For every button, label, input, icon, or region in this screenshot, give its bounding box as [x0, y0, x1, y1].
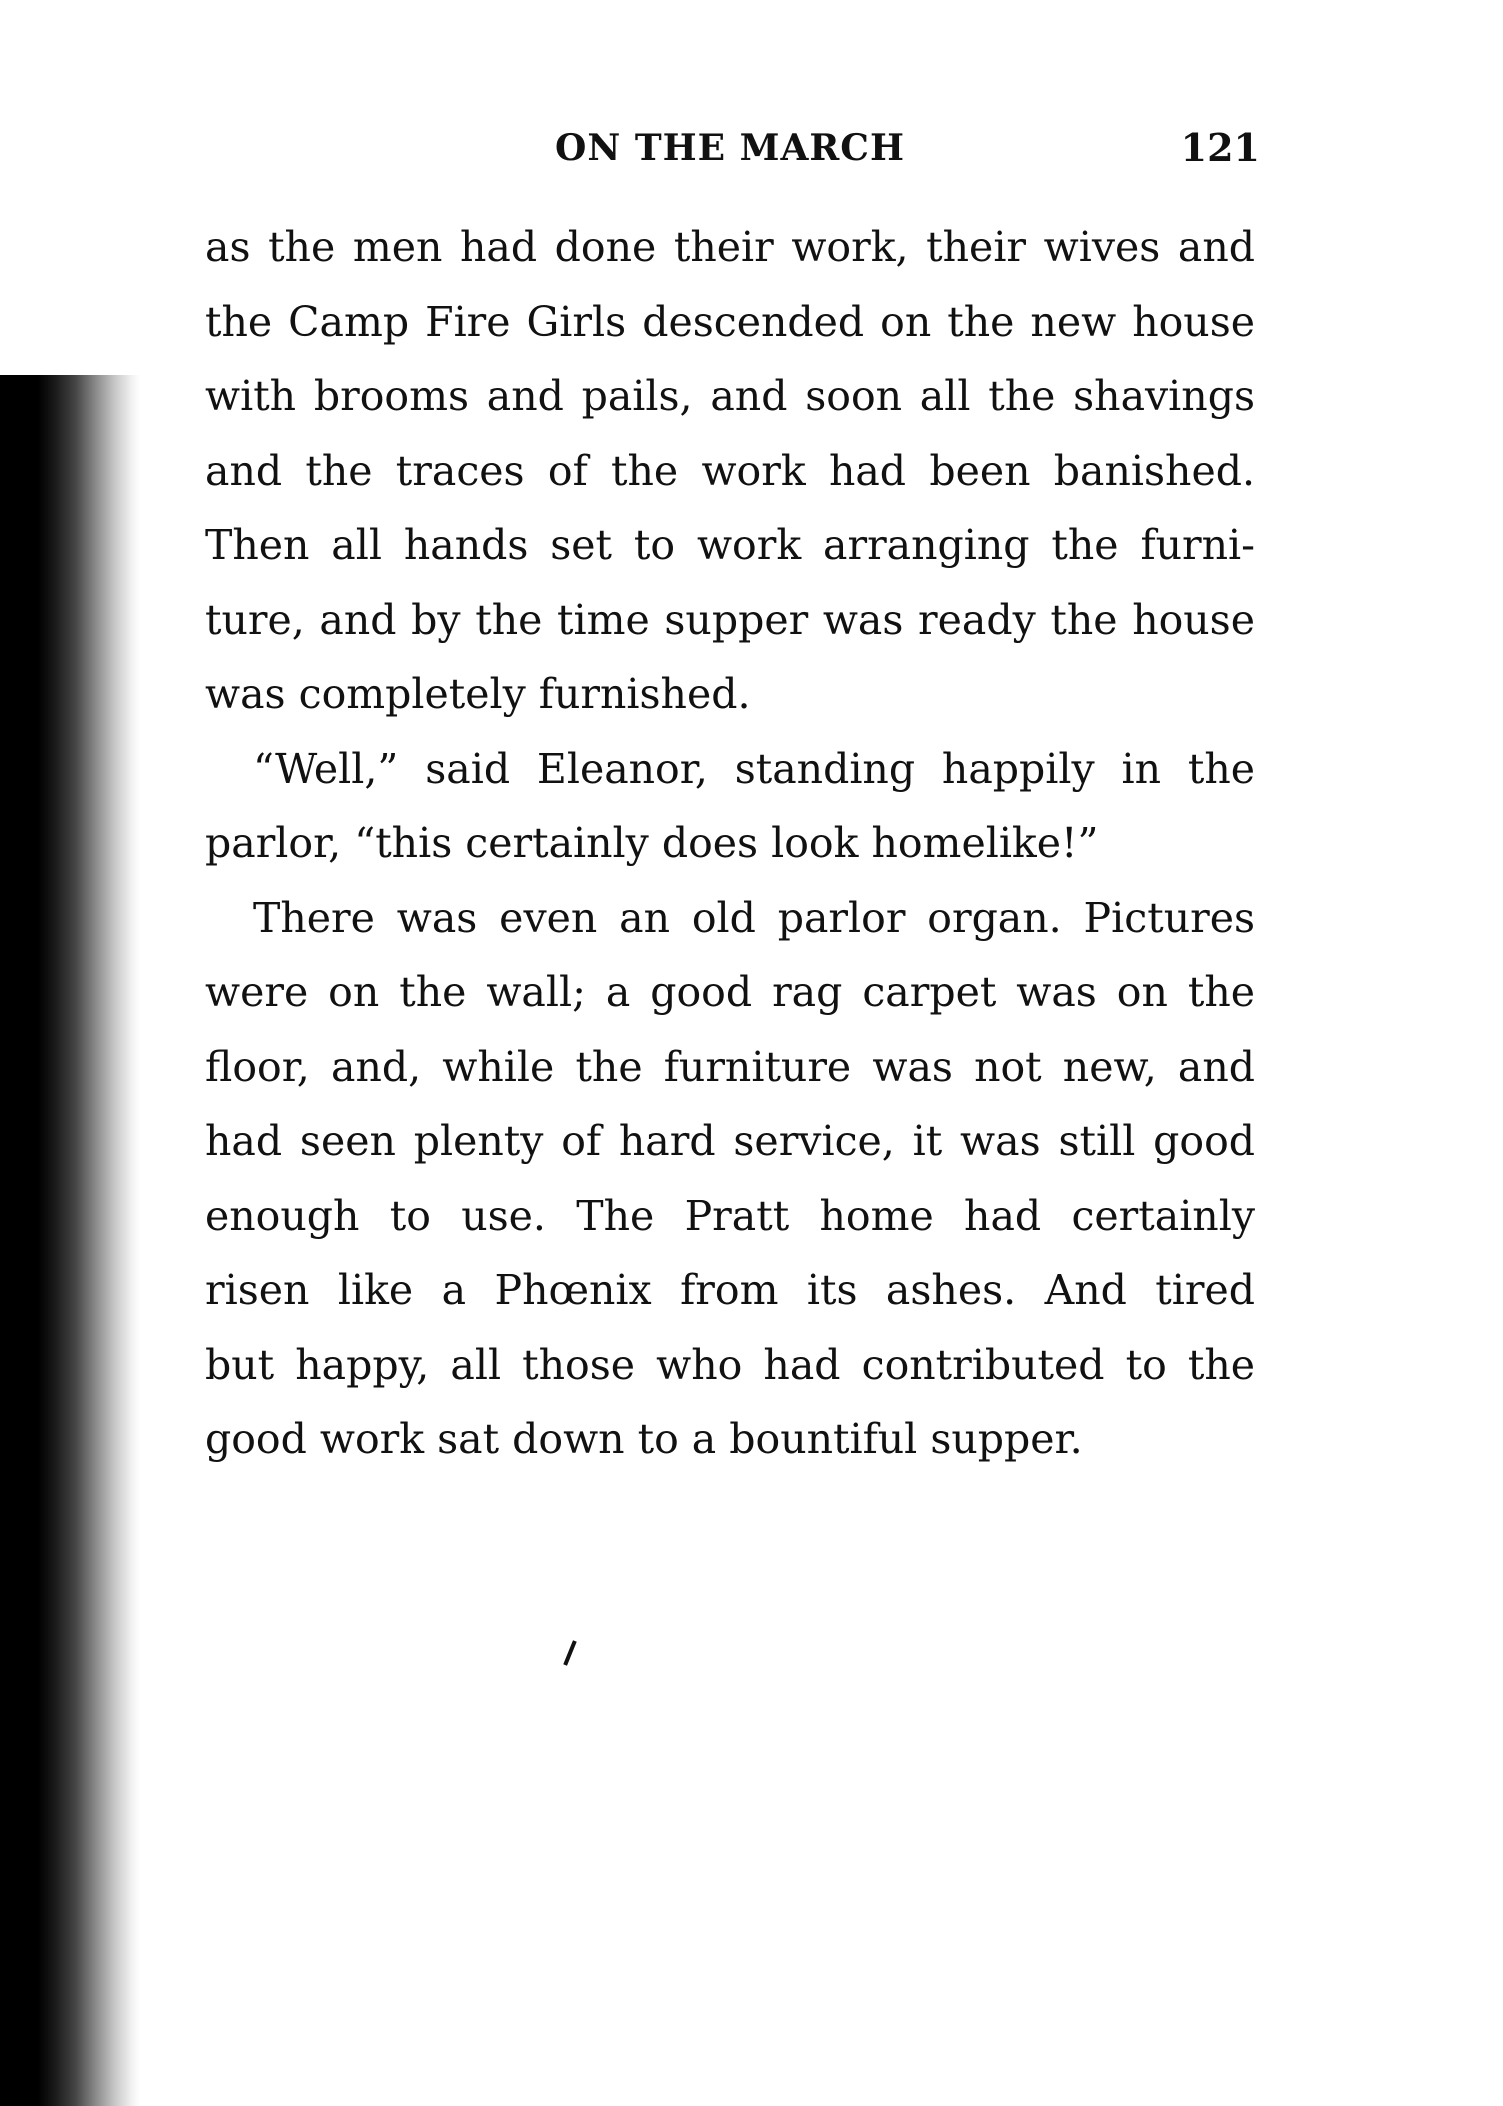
text-line: “Well,” said Eleanor, standing happily in the	[253, 744, 1255, 793]
text-line: ture, and by the time supper was ready the house	[205, 595, 1255, 644]
binding-gutter-shadow	[0, 375, 140, 2106]
text-line: with brooms and pails, and soon all the shavings	[205, 372, 1255, 420]
body-text	[205, 210, 1255, 1477]
text-line: were on the wall; a good rag carpet was on the	[205, 968, 1255, 1016]
text-line: good work sat down to a bountiful supper.	[205, 1415, 1083, 1463]
text-line: Then all hands set to work arranging the furni-	[205, 521, 1255, 569]
text-line: the Camp Fire Girls descended on the new house	[205, 297, 1255, 346]
paragraph	[205, 210, 1255, 732]
text-line: enough to use. The Pratt home had certainly	[205, 1191, 1255, 1240]
page-header	[200, 118, 1260, 178]
text-line: was completely furnished.	[205, 670, 751, 718]
text-line: risen like a Phœnix from its ashes. And tired	[205, 1266, 1255, 1314]
page-number: 121	[1180, 125, 1260, 170]
text-line: had seen plenty of hard service, it was still good	[205, 1117, 1255, 1165]
stray-ink-mark	[563, 1640, 576, 1666]
text-line: and the traces of the work had been banished.	[205, 446, 1255, 495]
text-line: but happy, all those who had contributed to the	[205, 1340, 1255, 1389]
text-line: There was even an old parlor organ. Pictures	[253, 893, 1255, 942]
text-line: parlor, “this certainly does look homelike!”	[205, 819, 1099, 867]
running-title: ON THE MARCH	[555, 127, 905, 169]
paragraph	[205, 732, 1255, 881]
paragraph	[205, 881, 1255, 1477]
text-line: as the men had done their work, their wives and	[205, 223, 1255, 271]
text-line: floor, and, while the furniture was not new, and	[205, 1042, 1255, 1091]
